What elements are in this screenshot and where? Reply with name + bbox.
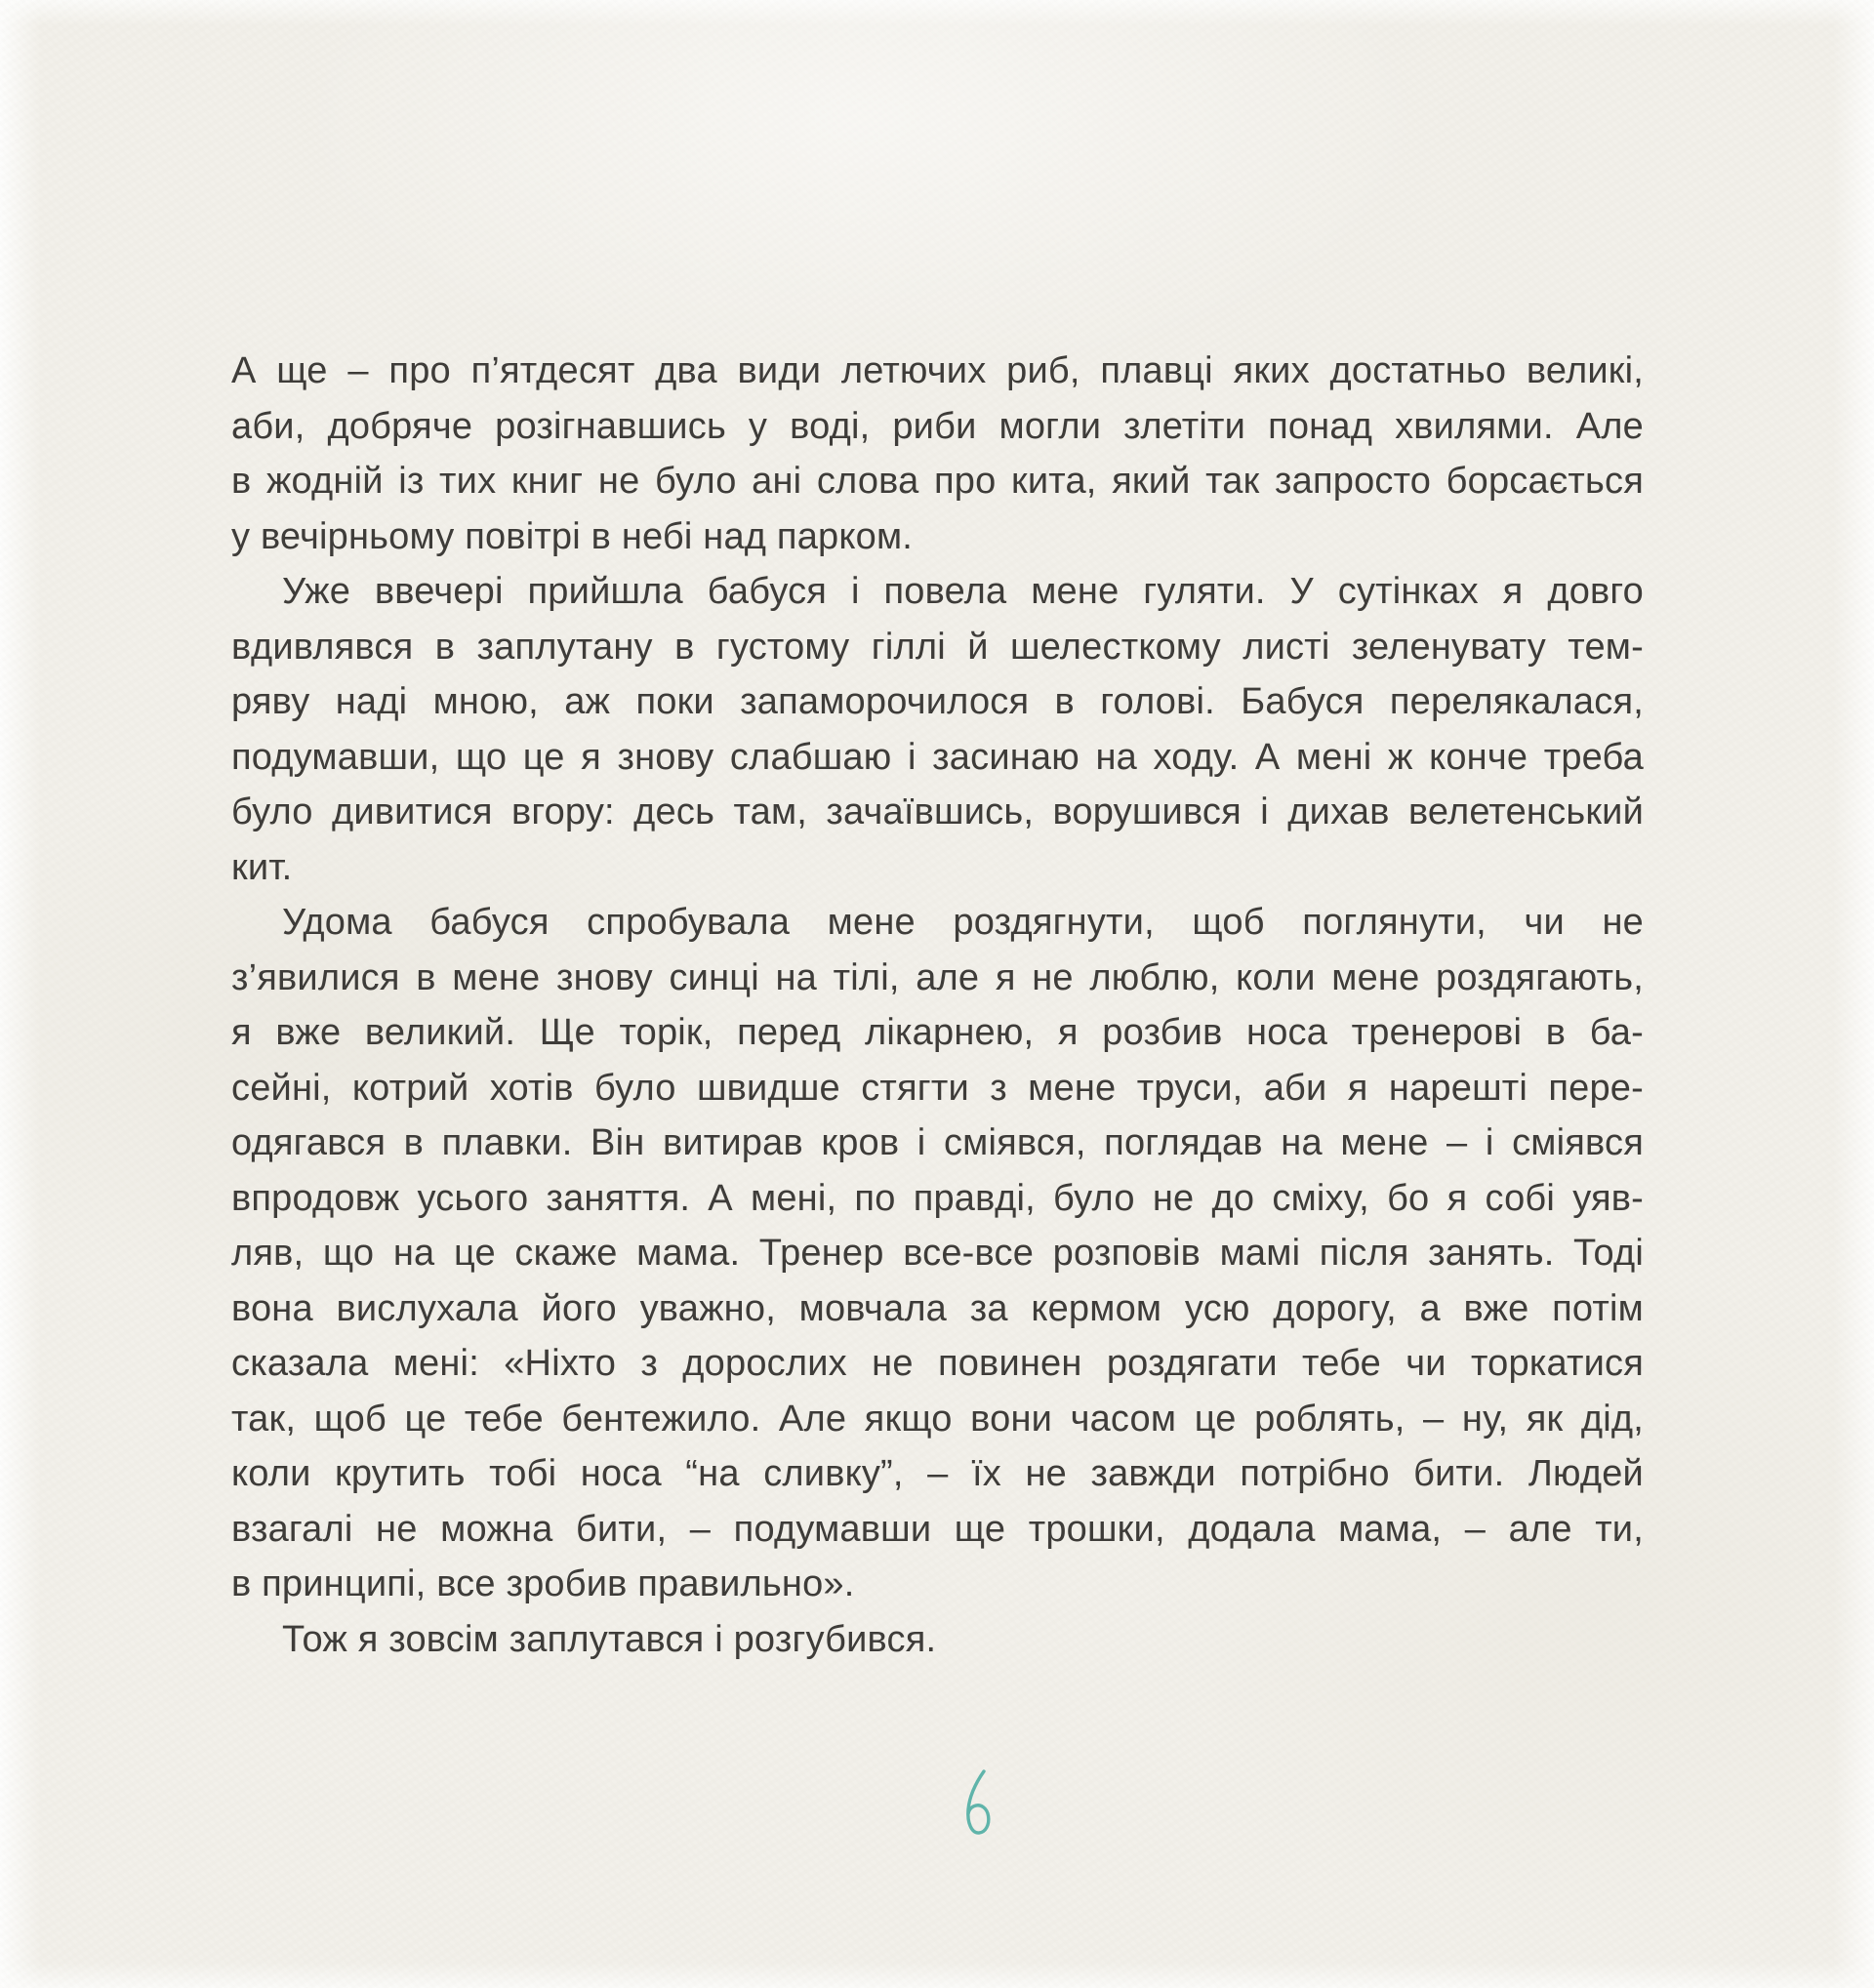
text-line: вона вислухала його уважно, мовчала за кермом усю дорогу, а вже потім — [231, 1287, 1644, 1329]
text-line: коли крутить тобі носа “на сливку”, – їх не завжди потрібно бити. Людей — [231, 1453, 1644, 1494]
text-line: було дивитися вгору: десь там, зачаївшись, ворушився і дихав велетенський — [231, 791, 1644, 832]
text-line: у вечірньому повітрі в небі над парком. — [231, 515, 914, 557]
text-line: аби, добряче розігнавшись у воді, риби могли злетіти понад хвилями. Але — [231, 405, 1644, 447]
text-line: вдивлявся в заплутану в густому гіллі й шелесткому листі зеленувату тем- — [231, 626, 1644, 668]
handwritten-six-glyph — [959, 1768, 993, 1843]
text-line: так, щоб це тебе бентежило. Але якщо вони часом це роблять, – ну, як дід, — [231, 1398, 1644, 1440]
text-line: ляв, що на це скаже мама. Тренер все-все розповів мамі після занять. Тоді — [231, 1233, 1644, 1274]
text-line: одягався в плавки. Він витирав кров і сміявся, поглядав на мене – і сміявся — [231, 1122, 1644, 1163]
text-line: подумавши, що це я знову слабшаю і засинаю на ходу. А мені ж конче треба — [231, 736, 1644, 778]
paragraph — [231, 1612, 1644, 1668]
text-line: в жодній із тих книг не було ані слова про кита, який так запросто борсається — [231, 461, 1644, 502]
paragraph — [231, 564, 1644, 895]
text-line: я вже великий. Ще торік, перед лікарнею, я розбив носа тренерові в ба- — [231, 1012, 1644, 1053]
paragraph — [231, 344, 1644, 564]
page-number-text — [976, 1843, 977, 1844]
text-line: з’явилися в мене знову синці на тілі, але я не люблю, коли мене роздягають, — [231, 956, 1644, 998]
text-line: сказала мені: «Ніхто з дорослих не повинен роздягати тебе чи торкатися — [231, 1343, 1644, 1384]
text-line: Тож я зовсім заплутався і розгубився. — [282, 1618, 937, 1660]
text-line: в принципі, все зробив правильно». — [231, 1563, 855, 1604]
page-text — [231, 344, 1644, 1667]
text-line: сейні, котрий хотів було швидше стягти з мене труси, аби я нарешті пере- — [231, 1067, 1644, 1109]
text-line: кит. — [231, 846, 293, 888]
page-number — [939, 1768, 1013, 1846]
text-line: Удома бабуся спробувала мене роздягнути, щоб поглянути, чи не — [282, 902, 1644, 943]
text-line: ряву наді мною, аж поки запаморочилося в голові. Бабуся перелякалася, — [231, 681, 1644, 722]
text-line: взагалі не можна бити, – подумавши ще трошки, додала мама, – але ти, — [231, 1508, 1644, 1550]
text-line: А ще – про п’ятдесят два види летючих риб, плавці яких достатньо великі, — [231, 350, 1644, 391]
paragraph — [231, 895, 1644, 1612]
text-line: Уже ввечері прийшла бабуся і повела мене гуляти. У сутінках я довго — [282, 571, 1644, 612]
text-line: впродовж усього заняття. А мені, по правді, було не до сміху, бо я собі уяв- — [231, 1177, 1644, 1219]
